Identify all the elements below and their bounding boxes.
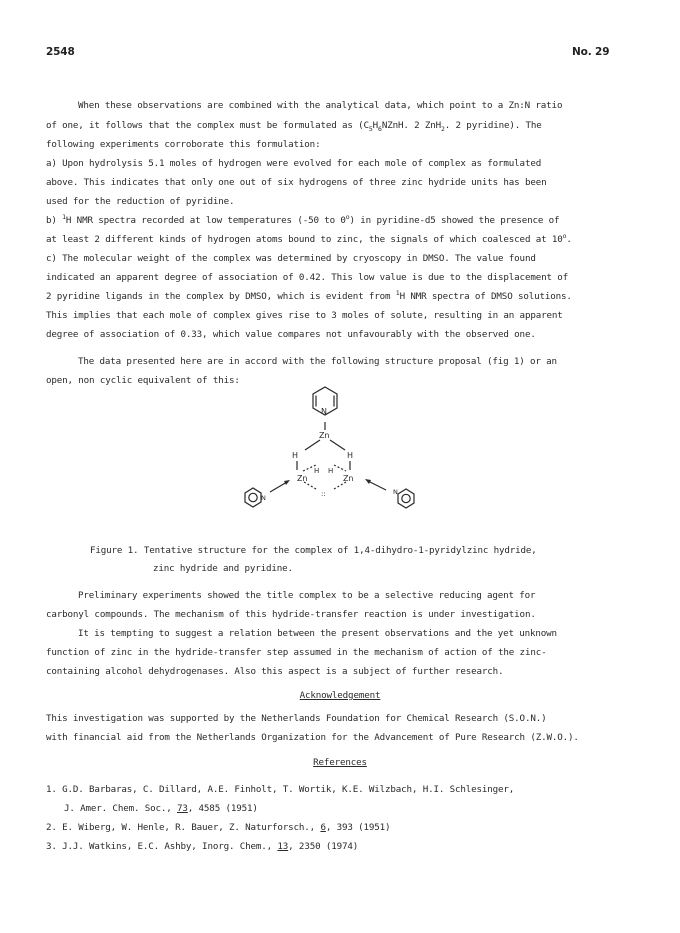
lone-pair-dots: :: <box>321 490 326 498</box>
zinc-label-right: Zn <box>343 474 354 483</box>
reference-item: 1. G.D. Barbaras, C. Dillard, A.E. Finholt, T. Wortik, K.E. Wilzbach, H.I. Schlesinger, <box>46 784 515 795</box>
pyridine-ring-right <box>398 489 414 508</box>
hydride-label-right: H <box>347 451 353 460</box>
paragraph-line: When these observations are combined with the analytical data, which point to a Zn:N ratio <box>78 100 563 111</box>
item-c-line: This implies that each mole of complex gives rise to 3 moles of solute, resulting in an apparent <box>46 310 563 321</box>
structure-figure <box>230 378 440 518</box>
issue-number: No. 29 <box>572 46 610 58</box>
item-b-line: at least 2 different kinds of hydrogen atoms bound to zinc, the signals of which coalesced at 10$^o$. <box>46 231 572 245</box>
reference-item: 2. E. Wiberg, W. Henle, R. Bauer, Z. Naturforsch., 6, 393 (1951) <box>46 822 391 833</box>
item-c-line: c) The molecular weight of the complex was determined by cryoscopy in DMSO. The value found <box>46 253 536 264</box>
item-c-line: 2 pyridine ligands in the complex by DMSO, which is evident from $^1$H NMR spectra of DMSO solutions. <box>46 288 572 302</box>
paragraph-line: open, non cyclic equivalent of this: <box>46 375 240 386</box>
paragraph-line: following experiments corroborate this formulation: <box>46 139 321 150</box>
paragraph-line: It is tempting to suggest a relation between the present observations and the yet unknown <box>78 628 557 639</box>
reference-item: J. Amer. Chem. Soc., 73, 4585 (1951) <box>64 803 258 814</box>
acknowledgement-line: with financial aid from the Netherlands Organization for the Advancement of Pure Research (Z.W.O.). <box>46 732 579 743</box>
item-a-line: used for the reduction of pyridine. <box>46 196 235 207</box>
item-a-line: above. This indicates that only one out of six hydrogens of three zinc hydride units has been <box>46 177 547 188</box>
acknowledgement-heading: Acknowledgement <box>299 690 381 701</box>
paragraph-line: The data presented here are in accord with the following structure proposal (fig 1) or an <box>78 356 557 367</box>
page-number: 2548 <box>46 46 75 58</box>
item-b-line: b) $^1$H NMR spectra recorded at low temperatures (-50 to 0$^o$) in pyridine-d5 showed the presence of <box>46 212 560 226</box>
nitrogen-label-top: N <box>321 407 327 416</box>
paragraph-line: Preliminary experiments showed the title complex to be a selective reducing agent for <box>78 590 536 601</box>
figure-caption: zinc hydride and pyridine. <box>153 563 293 574</box>
paragraph-line: function of zinc in the hydride-transfer step assumed in the mechanism of action of the zinc- <box>46 647 547 658</box>
references-heading: References <box>313 757 367 768</box>
hydride-label-left: H <box>292 451 298 460</box>
paragraph-line: carbonyl compounds. The mechanism of this hydride-transfer reaction is under investigation. <box>46 609 536 620</box>
reference-item: 3. J.J. Watkins, E.C. Ashby, Inorg. Chem., 13, 2350 (1974) <box>46 841 359 852</box>
hydride-label-inner: H <box>328 467 334 475</box>
zinc-label-top: Zn <box>319 431 330 440</box>
pyridine-ring-left <box>245 488 261 507</box>
hydride-label-inner: H <box>314 467 320 475</box>
item-c-line: indicated an apparent degree of association of 0.42. This low value is due to the displacement of <box>46 272 568 283</box>
item-c-line: degree of association of 0.33, which value compares not unfavourably with the observed one. <box>46 329 536 340</box>
item-a-line: a) Upon hydrolysis 5.1 moles of hydrogen were evolved for each mole of complex as formulated <box>46 158 542 169</box>
figure-caption: Figure 1. Tentative structure for the complex of 1,4-dihydro-1-pyridylzinc hydride, <box>90 545 537 556</box>
acknowledgement-line: This investigation was supported by the Netherlands Foundation for Chemical Research (S.O.N.) <box>46 713 547 724</box>
nitrogen-label-left: N <box>261 494 266 502</box>
paragraph-line: containing alcohol dehydrogenases. Also this aspect is a subject of further research. <box>46 666 504 677</box>
paragraph-line: of one, it follows that the complex must be formulated as ($C_5H_6NZnH$. 2 ZnH$_2$. 2 pyridine). The <box>46 120 542 133</box>
zinc-label-left: Zn <box>297 474 308 483</box>
nitrogen-label-right: N <box>393 488 398 496</box>
